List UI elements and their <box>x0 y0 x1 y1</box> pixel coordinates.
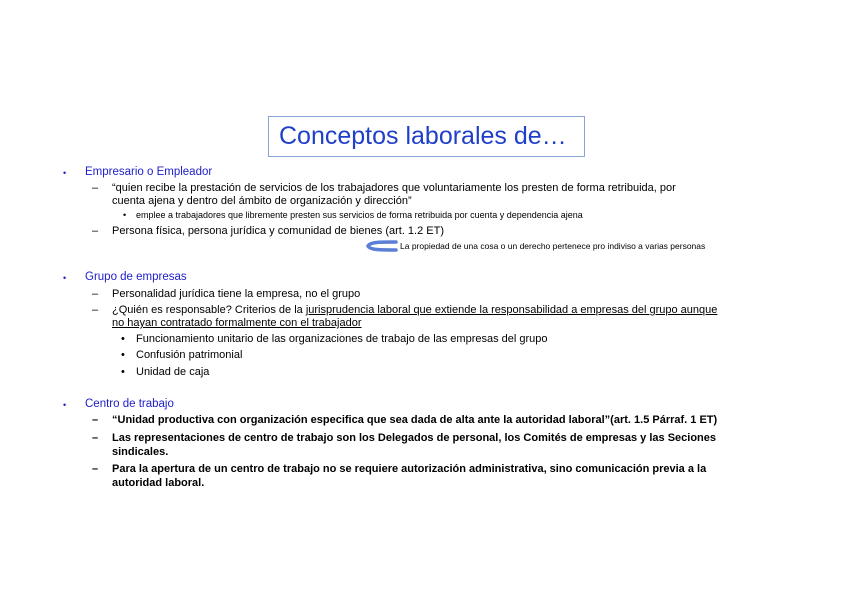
grupo-quien-prefix: ¿Quién es responsable? Criterios de la <box>112 304 306 316</box>
dash-icon: – <box>92 432 99 444</box>
section-heading-empresario: Empresario o Empleador <box>85 166 213 178</box>
empresario-quote-line1: “quien recibe la prestación de servicios de los trabajadores que voluntariamente los presten de forma retribuida, por <box>112 182 676 194</box>
centro-item2-line2: sindicales. <box>112 446 169 458</box>
centro-item3-line1: Para la apertura de un centro de trabajo no se requiere autorización administrativa, sino comunicación previa a la <box>112 463 707 475</box>
empresario-persona: Persona física, persona jurídica y comunidad de bienes (art. 1.2 ET) <box>112 225 445 237</box>
grupo-criterio: Confusión patrimonial <box>136 349 243 361</box>
empresario-sub-bullet: emplee a trabajadores que libremente presten sus servicios de forma retribuida por cuenta y dependencia ajena <box>136 210 583 220</box>
dash-icon: – <box>92 182 99 194</box>
grupo-personalidad: Personalidad jurídica tiene la empresa, no el grupo <box>112 288 361 300</box>
bullet-icon: • <box>63 168 67 178</box>
grupo-quien-underlined-2: no hayan contratado formalmente con el trabajador <box>112 317 362 329</box>
dash-icon: – <box>92 304 99 316</box>
section-heading-grupo: Grupo de empresas <box>85 271 187 283</box>
grupo-quien-underlined-1: jurisprudencia laboral que extiende la responsabilidad a empresas del grupo aunque <box>305 304 718 316</box>
dash-icon: – <box>92 225 99 237</box>
grupo-criterio: Unidad de caja <box>136 366 210 378</box>
curved-arrow-icon <box>364 239 398 253</box>
centro-item2-line1: Las representaciones de centro de trabajo son los Delegados de personal, los Comités de empresas y las Seciones <box>112 432 717 444</box>
dash-icon: – <box>92 414 99 426</box>
grupo-criterio: Funcionamiento unitario de las organizaciones de trabajo de las empresas del grupo <box>136 333 548 345</box>
grupo-quien-line1 <box>112 304 717 316</box>
dash-icon: – <box>92 463 99 475</box>
centro-item3-line2: autoridad laboral. <box>112 477 205 489</box>
dash-icon: – <box>92 288 99 300</box>
bullet-icon: • <box>123 210 127 220</box>
bullet-icon: • <box>121 333 125 345</box>
title-box <box>268 116 585 157</box>
comunidad-bienes-note: La propiedad de una cosa o un derecho pertenece pro indiviso a varias personas <box>400 241 706 251</box>
bullet-icon: • <box>63 400 67 410</box>
bullet-icon: • <box>63 273 67 283</box>
bullet-icon: • <box>121 366 125 378</box>
page-title: Conceptos laborales de… <box>279 122 567 150</box>
bullet-icon: • <box>121 349 125 361</box>
empresario-quote-line2: cuenta ajena y dentro del ámbito de organización y dirección” <box>112 195 412 207</box>
section-heading-centro: Centro de trabajo <box>85 398 174 410</box>
centro-item1: “Unidad productiva con organización especifica que sea dada de alta ante la autoridad laboral”(art. 1.5 Párraf. 1 ET) <box>112 414 718 426</box>
